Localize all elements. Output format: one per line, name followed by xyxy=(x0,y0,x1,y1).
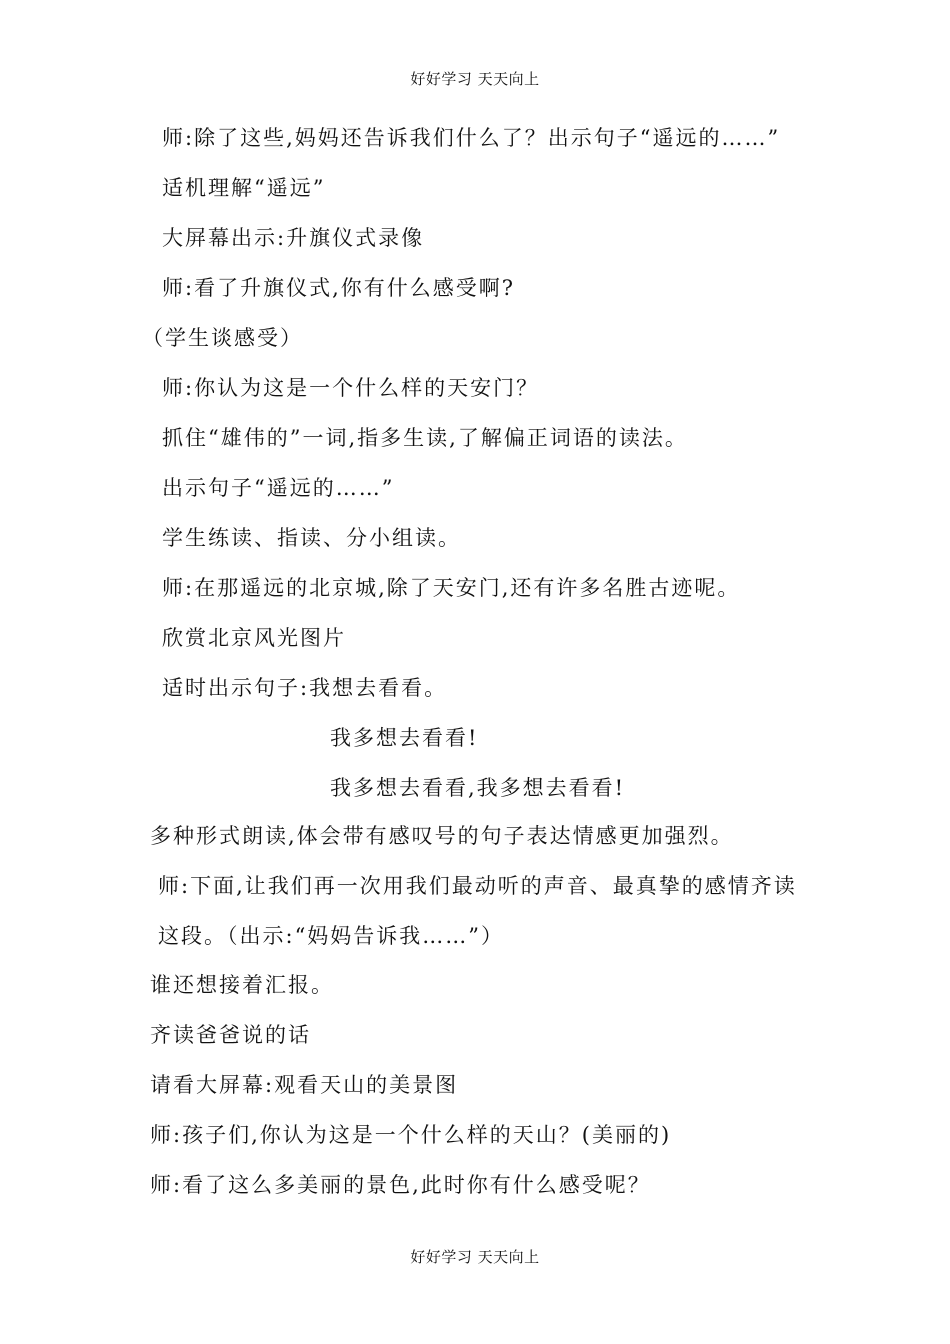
text-line: 师:在那遥远的北京城,除了天安门,还有许多名胜古迹呢。 xyxy=(162,576,741,600)
text-line: （学生谈感受） xyxy=(142,326,303,350)
text-line: 师:你认为这是一个什么样的天安门？ xyxy=(162,376,540,400)
text-line: 适机理解“遥远” xyxy=(162,176,326,200)
text-line: 师:孩子们,你认为这是一个什么样的天山？(美丽的) xyxy=(150,1123,672,1147)
text-line: 我多想去看看! xyxy=(330,726,479,750)
text-line: 这段。（出示:“妈妈告诉我……”） xyxy=(158,924,505,948)
text-line: 我多想去看看,我多想去看看! xyxy=(330,776,626,800)
text-line: 齐读爸爸说的话 xyxy=(150,1023,311,1047)
page-header: 好好学习 天天向上 xyxy=(410,70,540,88)
text-line: 学生练读、指读、分小组读。 xyxy=(162,526,461,550)
text-line: 大屏幕出示:升旗仪式录像 xyxy=(162,226,425,250)
text-line: 师:看了升旗仪式,你有什么感受啊? xyxy=(162,276,516,300)
text-line: 师:下面,让我们再一次用我们最动听的声音、最真挚的感情齐读 xyxy=(158,874,797,898)
text-line: 师:看了这么多美丽的景色,此时你有什么感受呢？ xyxy=(150,1173,651,1197)
text-line: 抓住“雄伟的”一词,指多生读,了解偏正词语的读法。 xyxy=(162,426,688,450)
text-line: 请看大屏幕:观看天山的美景图 xyxy=(150,1073,459,1097)
text-line: 多种形式朗读,体会带有感叹号的句子表达情感更加强烈。 xyxy=(150,824,734,848)
page-footer: 好好学习 天天向上 xyxy=(410,1248,540,1266)
text-line: 出示句子“遥远的……” xyxy=(162,476,395,500)
text-line: 适时出示句子:我想去看看。 xyxy=(162,676,448,700)
text-line: 欣赏北京风光图片 xyxy=(162,626,346,650)
text-line: 谁还想接着汇报。 xyxy=(150,973,334,997)
text-line: 师:除了这些,妈妈还告诉我们什么了？出示句子“遥远的……” xyxy=(162,126,781,150)
